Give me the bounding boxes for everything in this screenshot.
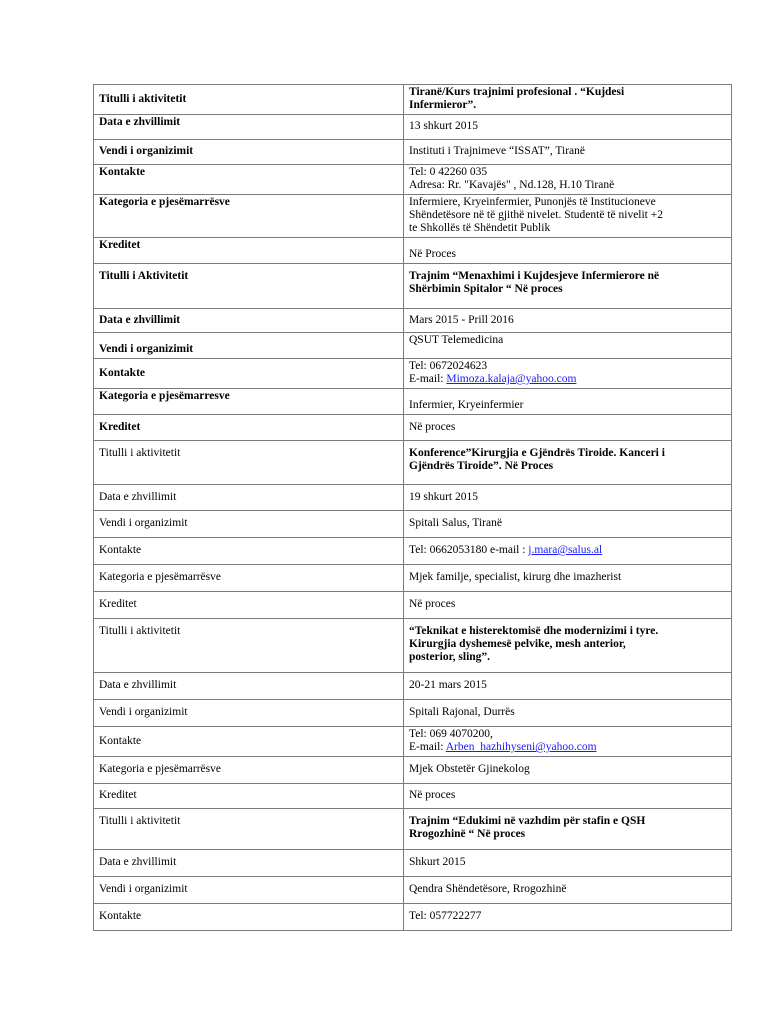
row-label: Kategoria e pjesëmarrësve bbox=[94, 757, 404, 784]
row-label: Kreditet bbox=[94, 415, 404, 441]
row-label: Kontakte bbox=[94, 359, 404, 389]
row-value: Konference”Kirurgjia e Gjëndrës Tiroide. Kanceri i Gjëndrës Tiroide”. Në Proces bbox=[404, 441, 732, 485]
email-link[interactable]: Mimoza.kalaja@yahoo.com bbox=[446, 373, 577, 385]
row-label: Kontakte bbox=[94, 727, 404, 757]
row-value: Në Proces bbox=[404, 238, 732, 264]
table-row bbox=[94, 877, 732, 904]
row-value: Në proces bbox=[404, 784, 732, 809]
row-label: Kategoria e pjesëmarresve bbox=[94, 389, 404, 415]
table-row bbox=[94, 359, 732, 389]
row-label: Kreditet bbox=[94, 592, 404, 619]
row-label: Kategoria e pjesëmarrësve bbox=[94, 565, 404, 592]
row-label: Kontakte bbox=[94, 165, 404, 195]
row-value: Mjek familje, specialist, kirurg dhe imazherist bbox=[404, 565, 732, 592]
table-row bbox=[94, 140, 732, 165]
table-row bbox=[94, 809, 732, 850]
row-label: Data e zhvillimit bbox=[94, 309, 404, 333]
row-value: Në proces bbox=[404, 592, 732, 619]
row-label: Titulli i aktivitetit bbox=[94, 441, 404, 485]
row-value: Instituti i Trajnimeve “ISSAT”, Tiranë bbox=[404, 140, 732, 165]
table-row bbox=[94, 165, 732, 195]
table-row bbox=[94, 238, 732, 264]
row-label: Titulli i aktivitetit bbox=[94, 619, 404, 673]
table-row bbox=[94, 415, 732, 441]
table-row bbox=[94, 700, 732, 727]
table-row bbox=[94, 538, 732, 565]
row-label: Titulli i Aktivitetit bbox=[94, 264, 404, 309]
email-link[interactable]: Arben_hazhihyseni@yahoo.com bbox=[445, 741, 597, 753]
row-value: Mars 2015 - Prill 2016 bbox=[404, 309, 732, 333]
row-label: Data e zhvillimit bbox=[94, 485, 404, 511]
row-value: Shkurt 2015 bbox=[404, 850, 732, 877]
row-label: Kategoria e pjesëmarrësve bbox=[94, 195, 404, 238]
table-row bbox=[94, 85, 732, 115]
table-row bbox=[94, 784, 732, 809]
row-label: Kontakte bbox=[94, 904, 404, 931]
row-value: 20-21 mars 2015 bbox=[404, 673, 732, 700]
email-line: E-mail: Mimoza.kalaja@yahoo.com bbox=[409, 373, 577, 385]
row-value: Tel: 057722277 bbox=[404, 904, 732, 931]
row-value: Spitali Rajonal, Durrës bbox=[404, 700, 732, 727]
row-value: 13 shkurt 2015 bbox=[404, 115, 732, 140]
row-label: Vendi i organizimit bbox=[94, 333, 404, 359]
row-value: Infermiere, Kryeinfermier, Punonjës të Institucioneve Shëndetësore në të gjithë nivelet. Studentë të nivelit +2 te Shkollës të Shëndetit Publik bbox=[404, 195, 732, 238]
row-value: Infermier, Kryeinfermier bbox=[404, 389, 732, 415]
table-row bbox=[94, 673, 732, 700]
table-row bbox=[94, 850, 732, 877]
row-label: Data e zhvillimit bbox=[94, 115, 404, 140]
table-row bbox=[94, 441, 732, 485]
row-label: Vendi i organizimit bbox=[94, 140, 404, 165]
row-label: Vendi i organizimit bbox=[94, 877, 404, 904]
table-row bbox=[94, 727, 732, 757]
row-value: Tiranë/Kurs trajnimi profesional . “Kujdesi Infermieror”. bbox=[404, 85, 732, 115]
table-row bbox=[94, 565, 732, 592]
table-row bbox=[94, 485, 732, 511]
table-row bbox=[94, 619, 732, 673]
row-value: Qendra Shëndetësore, Rrogozhinë bbox=[404, 877, 732, 904]
row-value: Në proces bbox=[404, 415, 732, 441]
table-row bbox=[94, 511, 732, 538]
row-value: Spitali Salus, Tiranë bbox=[404, 511, 732, 538]
table-row bbox=[94, 195, 732, 238]
email-line: E-mail: Arben_hazhihyseni@yahoo.com bbox=[409, 741, 597, 753]
table-row bbox=[94, 757, 732, 784]
row-value: 19 shkurt 2015 bbox=[404, 485, 732, 511]
table-row bbox=[94, 264, 732, 309]
row-value: Tel: 0 42260 035 Adresa: Rr. "Kavajës" , Nd.128, H.10 Tiranë bbox=[404, 165, 732, 195]
table-row bbox=[94, 309, 732, 333]
row-label: Vendi i organizimit bbox=[94, 700, 404, 727]
table-row bbox=[94, 389, 732, 415]
row-label: Data e zhvillimit bbox=[94, 673, 404, 700]
email-link[interactable]: j.mara@salus.al bbox=[528, 544, 603, 556]
row-value: Tel: 069 4070200, E-mail: Arben_hazhihyseni@yahoo.com bbox=[404, 727, 732, 757]
row-label: Data e zhvillimit bbox=[94, 850, 404, 877]
row-label: Titulli i aktivitetit bbox=[94, 809, 404, 850]
table-row bbox=[94, 333, 732, 359]
table-row bbox=[94, 592, 732, 619]
row-label: Kreditet bbox=[94, 238, 404, 264]
row-value: Mjek Obstetër Gjinekolog bbox=[404, 757, 732, 784]
row-value: QSUT Telemedicina bbox=[404, 333, 732, 359]
row-value: Trajnim “Menaxhimi i Kujdesjeve Infermierore në Shërbimin Spitalor “ Në proces bbox=[404, 264, 732, 309]
row-value: Trajnim “Edukimi në vazhdim për stafin e QSH Rrogozhinë “ Në proces bbox=[404, 809, 732, 850]
row-label: Kreditet bbox=[94, 784, 404, 809]
row-value: Tel: 0662053180 e-mail : j.mara@salus.al bbox=[404, 538, 732, 565]
row-value: Tel: 0672024623 E-mail: Mimoza.kalaja@yahoo.com bbox=[404, 359, 732, 389]
row-label: Vendi i organizimit bbox=[94, 511, 404, 538]
activities-table bbox=[93, 84, 732, 931]
row-value: “Teknikat e histerektomisë dhe modernizimi i tyre. Kirurgjia dyshemesë pelvike, mesh anterior, posterior, sling”. bbox=[404, 619, 732, 673]
row-label: Titulli i aktivitetit bbox=[94, 85, 404, 115]
table-row bbox=[94, 115, 732, 140]
table-row bbox=[94, 904, 732, 931]
row-label: Kontakte bbox=[94, 538, 404, 565]
